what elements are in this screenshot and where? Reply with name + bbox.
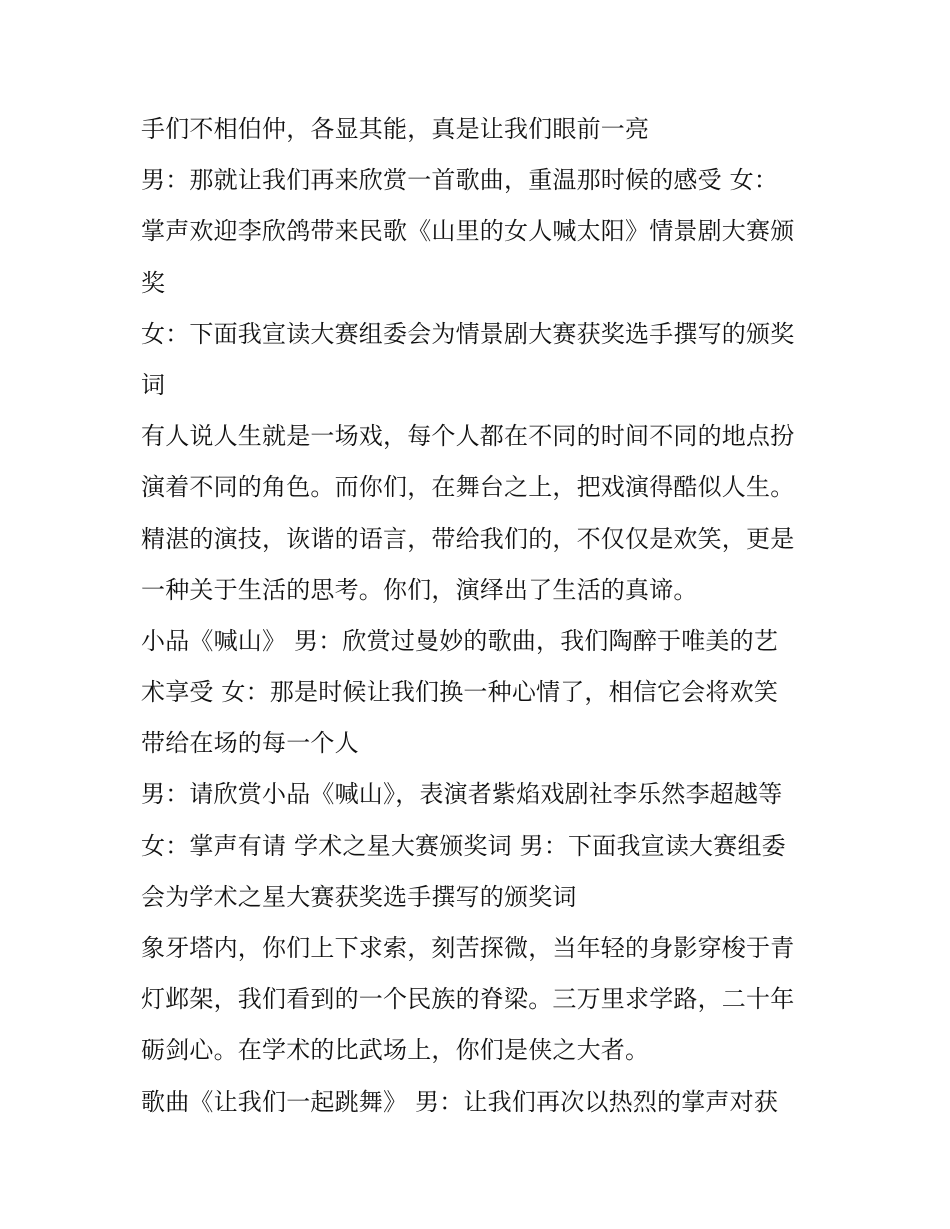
text-line-2: 男：那就让我们再来欣赏一首歌曲，重温那时候的感受 女： [141,166,779,195]
text-line-8: 演着不同的角色。而你们，在舞台之上，把戏演得酷似人生。 [141,473,795,502]
text-line-1: 手们不相伯仲，各显其能，真是让我们眼前一亮 [141,115,650,143]
text-line-13: 带给在场的每一个人 [141,729,359,758]
text-line-20: 歌曲《让我们一起跳舞》 男：让我们再次以热烈的掌声对获 [141,1087,779,1116]
document-body [141,104,821,1128]
text-line-6: 词 [141,370,166,399]
text-line-12: 术享受 女：那是时候让我们换一种心情了，相信它会将欢笑 [141,678,779,707]
text-line-9: 精湛的演技，诙谐的语言，带给我们的，不仅仅是欢笑，更是 [141,524,795,553]
text-line-14: 男：请欣赏小品《喊山》，表演者紫焰戏剧社李乐然李超越等 [141,780,783,809]
text-line-19: 砺剑心。在学术的比武场上，你们是侠之大者。 [141,1036,650,1065]
text-line-16: 会为学术之星大赛获奖选手撰写的颁奖词 [141,882,577,911]
text-line-17: 象牙塔内，你们上下求索，刻苦探微，当年轻的身影穿梭于青 [141,934,795,962]
text-line-15: 女：掌声有请 学术之星大赛颁奖词 男：下面我宣读大赛组委 [141,831,786,860]
text-line-5: 女：下面我宣读大赛组委会为情景剧大赛获奖选手撰写的颁奖 [141,319,795,348]
text-line-7: 有人说人生就是一场戏，每个人都在不同的时间不同的地点扮 [141,422,795,451]
text-line-11: 小品《喊山》 男：欣赏过曼妙的歌曲，我们陶醉于唯美的艺 [141,626,779,655]
text-line-10: 一种关于生活的思考。你们，演绎出了生活的真谛。 [141,575,698,604]
text-line-4: 奖 [141,268,166,297]
text-line-18: 灯邺架，我们看到的一个民族的脊梁。三万里求学路，二十年 [141,985,795,1014]
text-line-3: 掌声欢迎李欣鸽带来民歌《山里的女人喊太阳》情景剧大赛颁 [141,217,795,246]
